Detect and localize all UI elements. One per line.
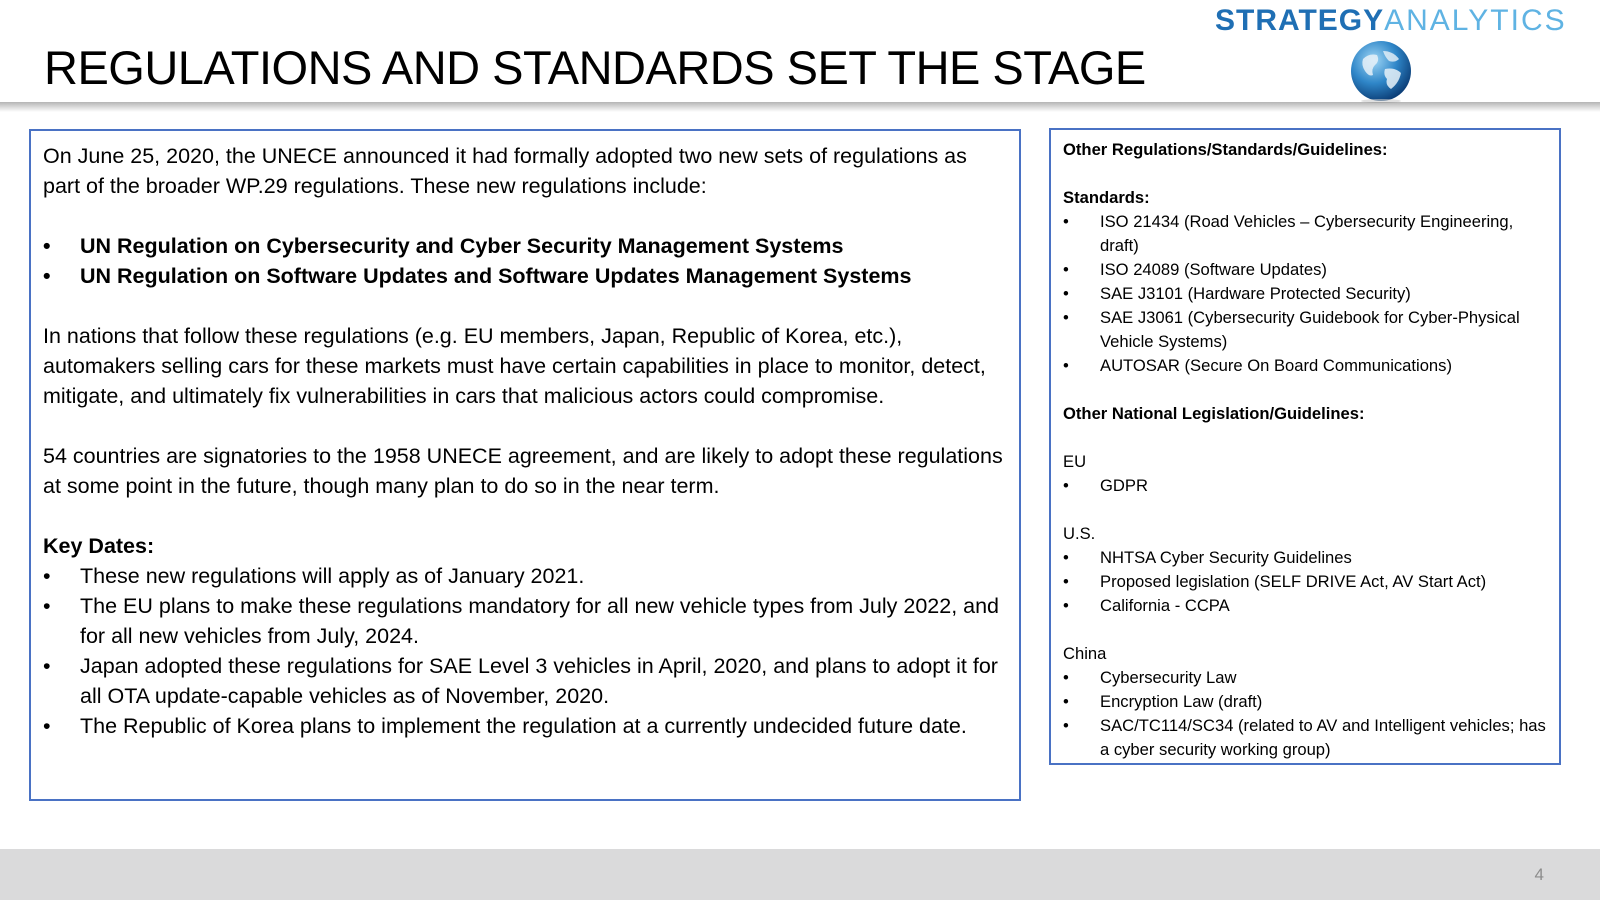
eu-list xyxy=(1063,474,1551,498)
list-item: • Japan adopted these regulations for SAE Level 3 vehicles in April, 2020, and plans to adopt it for all OTA update-capable vehicles as of November, 2020. xyxy=(43,654,998,708)
logo-text-analytics: ANALYTICS xyxy=(1384,4,1567,37)
nations-paragraph: In nations that follow these regulations (e.g. EU members, Japan, Republic of Korea, etc.), automakers selling cars for these markets must have certain capabilities in place to monitor, detect, mitigate, and ultimately fix vulnerabilities in cars that malicious actors could compromise. xyxy=(43,324,986,408)
list-item: • Cybersecurity Law xyxy=(1063,668,1237,687)
list-item: • These new regulations will apply as of January 2021. xyxy=(43,564,585,588)
list-item: • ISO 21434 (Road Vehicles – Cybersecurity Engineering, draft) xyxy=(1063,212,1514,255)
eu-label: EU xyxy=(1063,452,1087,471)
list-item: • Encryption Law (draft) xyxy=(1063,692,1263,711)
standards-heading: Standards: xyxy=(1063,188,1150,207)
list-item: • Proposed legislation (SELF DRIVE Act, AV Start Act) xyxy=(1063,572,1487,591)
page-title: REGULATIONS AND STANDARDS SET THE STAGE xyxy=(44,41,1146,94)
other-regulations-box xyxy=(1049,128,1561,765)
list-item: • UN Regulation on Cybersecurity and Cyber Security Management Systems xyxy=(43,234,844,258)
list-item: • The Republic of Korea plans to implement the regulation at a currently undecided future date. xyxy=(43,714,967,738)
new-regulations-list xyxy=(43,231,1009,291)
us-label: U.S. xyxy=(1063,524,1096,543)
list-item: • AUTOSAR (Secure On Board Communications) xyxy=(1063,356,1452,375)
logo-text-strategy: STRATEGY xyxy=(1215,4,1385,37)
intro-paragraph: On June 25, 2020, the UNECE announced it had formally adopted two new sets of regulations as part of the broader WP.29 regulations. These new regulations include: xyxy=(43,144,967,198)
globe-icon xyxy=(1349,39,1413,103)
key-dates-list xyxy=(43,561,1009,741)
list-item: • NHTSA Cyber Security Guidelines xyxy=(1063,548,1352,567)
header-divider xyxy=(0,102,1600,112)
list-item: • ISO 24089 (Software Updates) xyxy=(1063,260,1327,279)
us-list xyxy=(1063,546,1551,618)
signatories-paragraph: 54 countries are signatories to the 1958 UNECE agreement, and are likely to adopt these regulations at some point in the future, though many plan to do so in the near term. xyxy=(43,444,1003,498)
regulations-summary-box xyxy=(29,129,1021,801)
list-item: • California - CCPA xyxy=(1063,596,1230,615)
list-item: • SAE J3101 (Hardware Protected Security) xyxy=(1063,284,1411,303)
list-item: • UN Regulation on Software Updates and Software Updates Management Systems xyxy=(43,264,912,288)
page-number: 4 xyxy=(1534,865,1544,884)
key-dates-heading: Key Dates: xyxy=(43,534,155,558)
footer-bar xyxy=(0,849,1600,900)
list-item: • SAE J3061 (Cybersecurity Guidebook for Cyber-Physical Vehicle Systems) xyxy=(1063,308,1520,351)
company-logo xyxy=(1215,4,1567,38)
standards-list xyxy=(1063,210,1551,378)
china-list xyxy=(1063,666,1551,762)
list-item: • The EU plans to make these regulations mandatory for all new vehicle types from July 2022, and for all new vehicles from July, 2024. xyxy=(43,594,1000,648)
national-legislation-heading: Other National Legislation/Guidelines: xyxy=(1063,404,1365,423)
list-item: • SAC/TC114/SC34 (related to AV and Intelligent vehicles; has a cyber security working group) xyxy=(1063,716,1546,759)
list-item: • GDPR xyxy=(1063,476,1148,495)
other-regulations-heading: Other Regulations/Standards/Guidelines: xyxy=(1063,140,1388,159)
china-label: China xyxy=(1063,644,1107,663)
